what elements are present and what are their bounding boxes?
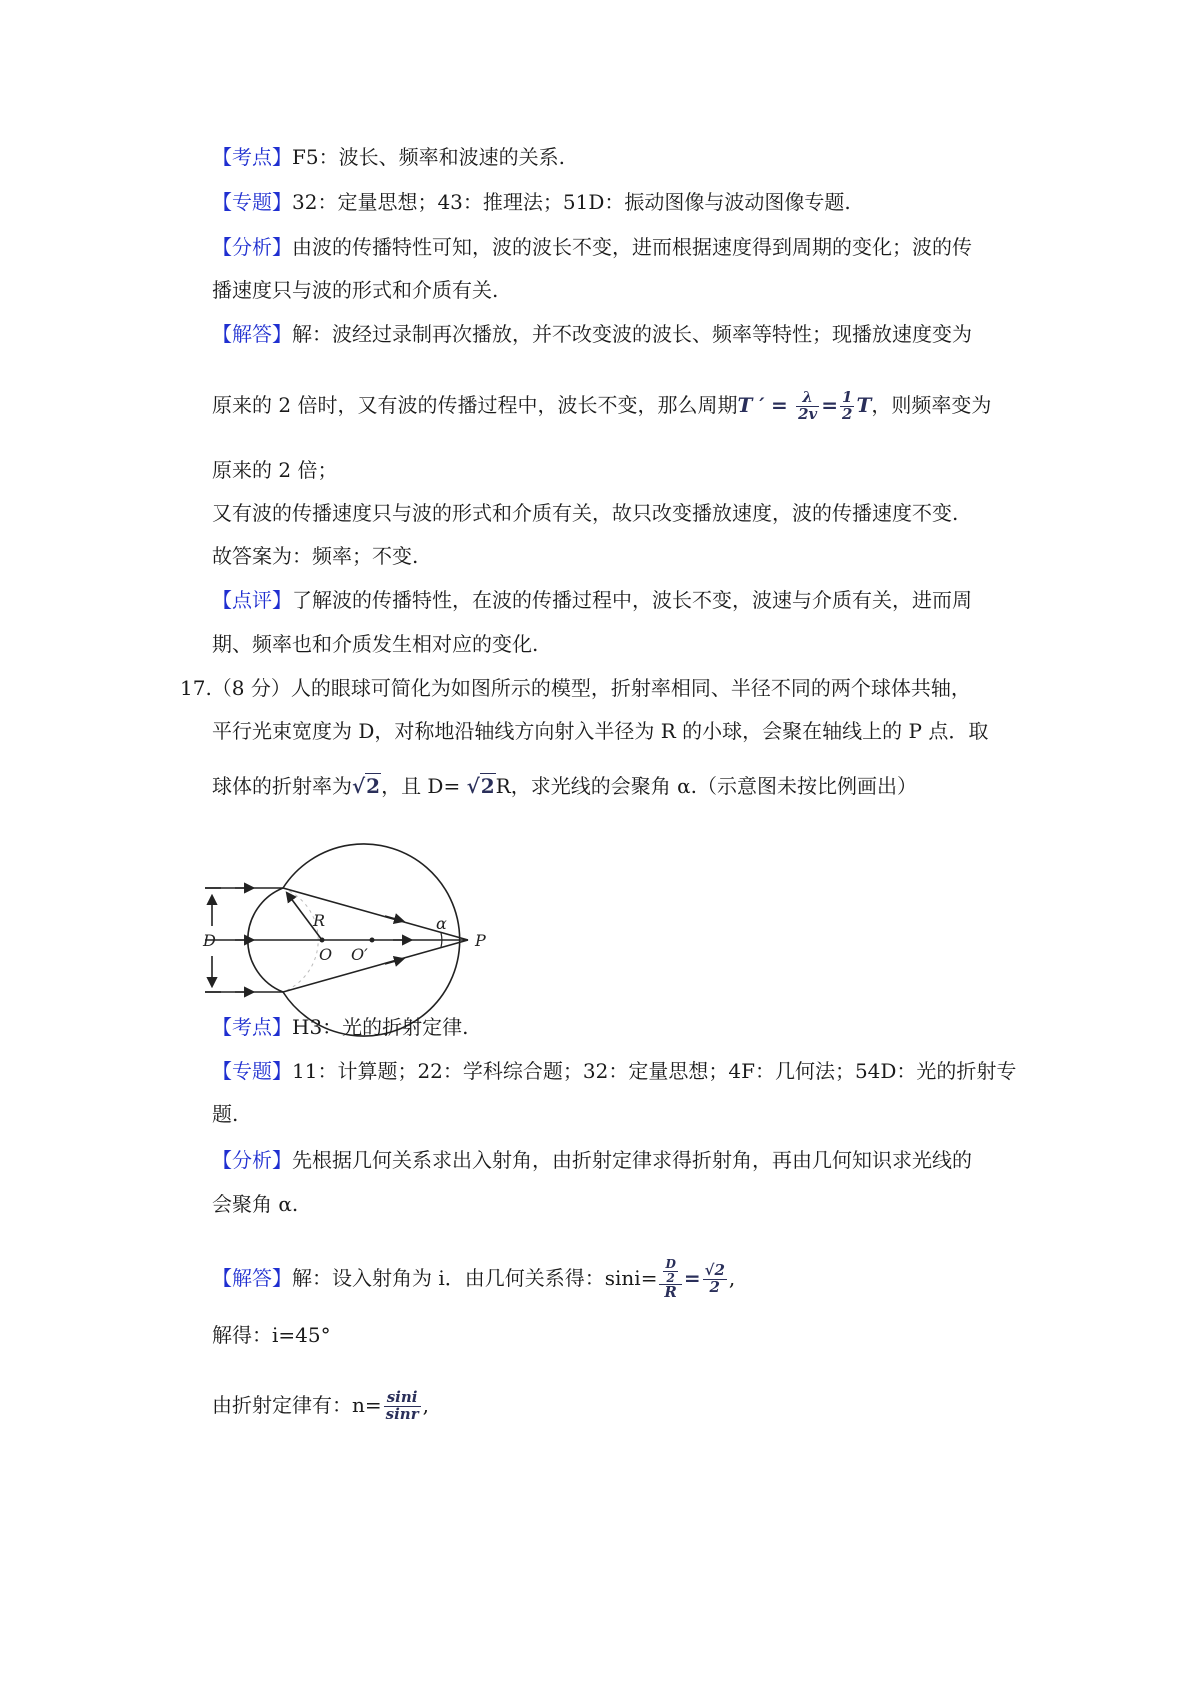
fenxi-text-2a: 先根据几何关系求出入射角，由折射定律求得折射角，再由几何知识求光线的 (292, 1148, 972, 1172)
jieda2-text-3a: 由折射定律有：n= (212, 1392, 382, 1417)
zhuanti-line-1 (212, 190, 851, 214)
kaodian-tag: 【考点】 (212, 145, 292, 169)
jieda2-line-3 (212, 1390, 429, 1423)
q17-text-3b: ，且 D= (381, 774, 461, 798)
sqrt-two-2: √2 (466, 774, 495, 798)
jieda-line-2 (212, 390, 991, 423)
q17-text-1: 17.（8 分）人的眼球可简化为如图所示的模型，折射率相同、半径不同的两个球体共轴， (180, 676, 971, 700)
fenxi-text-1: 由波的传播特性可知，波的波长不变，进而根据速度得到周期的变化；波的传 (292, 235, 972, 259)
equals-sign-3: = (683, 1265, 701, 1290)
zhuanti-line-2b (212, 1102, 238, 1126)
equals-sign: = (770, 392, 788, 417)
fraction-sqrt2-over-2: $\frac{√2}{2}$ (704, 1261, 725, 1296)
zhuanti-tag: 【专题】 (212, 190, 292, 214)
jieda2-text-2: 解得：i=45° (212, 1323, 331, 1347)
fenxi-tag-2: 【分析】 (212, 1148, 292, 1172)
jieda2-text-1a: 解：设入射角为 i．由几何关系得：sini= (292, 1265, 658, 1290)
kaodian-text-2: H3：光的折射定律. (292, 1015, 469, 1039)
jieda-tag-2: 【解答】 (212, 1265, 292, 1290)
fenxi-tag: 【分析】 (212, 235, 292, 259)
fraction-sini-sinr: $\frac{\sin i}{\sin r}$ (385, 1388, 419, 1423)
jieda-line-5 (212, 544, 418, 568)
label-P: P (475, 931, 486, 950)
q17-line-3 (212, 774, 917, 798)
zhuanti-text-2a: 11：计算题；22：学科综合题；32：定量思想；4F：几何法；54D：光的折射专 (292, 1059, 1017, 1083)
jieda-line-3 (212, 458, 337, 482)
jieda2-line-1 (212, 1258, 735, 1301)
jieda-text-3: 原来的 2 倍； (212, 458, 338, 482)
q17-text-2: 平行光束宽度为 D，对称地沿轴线方向射入半径为 R 的小球，会聚在轴线上的 P 点．取 (212, 719, 989, 743)
label-O2: O′ (351, 945, 368, 964)
jieda-text-2a: 原来的 2 倍时，又有波的传播过程中，波长不变，那么周期 (212, 392, 738, 417)
label-O: O (319, 945, 333, 964)
q17-text-3a: 球体的折射率为 (212, 774, 352, 798)
fenxi-line-2a (212, 1148, 972, 1172)
fraction-lambda-2v: $\frac{\lambda}{2v}$ (798, 388, 818, 423)
kaodian-line-1 (212, 145, 565, 169)
fraction-half: $\frac{1}{2}$ (842, 388, 853, 423)
period-T: T (737, 392, 753, 417)
jieda2-text-3b: , (422, 1392, 429, 1417)
kaodian-line-2 (212, 1015, 469, 1039)
zhuanti-text: 32：定量思想；43：推理法；51D：振动图像与波动图像专题. (292, 190, 851, 214)
fenxi-line-2b (212, 1192, 298, 1216)
jieda-line-4 (212, 501, 958, 525)
jieda-text-4: 又有波的传播速度只与波的形式和介质有关，故只改变播放速度，波的传播速度不变. (212, 501, 959, 525)
zhuanti-line-2a (212, 1059, 1016, 1083)
jieda-tag: 【解答】 (212, 322, 292, 346)
fenxi-text-2: 播速度只与波的形式和介质有关. (212, 278, 499, 302)
q17-line-1 (180, 676, 971, 700)
center-O2-dot (370, 938, 375, 943)
kaodian-tag-2: 【考点】 (212, 1015, 292, 1039)
label-alpha: α (436, 914, 447, 933)
label-D: D (203, 931, 216, 950)
jieda2-text-1b: , (728, 1265, 736, 1290)
period-T-2: T (856, 392, 872, 417)
dianping-text-1: 了解波的传播特性，在波的传播过程中，波长不变，波速与介质有关，进而周 (292, 588, 972, 612)
dianping-line-2 (212, 632, 538, 656)
fraction-D2-over-R: $\frac{\frac{D}{2}}{R}$ (659, 1258, 681, 1301)
dianping-text-2: 期、频率也和介质发生相对应的变化. (212, 632, 539, 656)
fenxi-line-1 (212, 235, 972, 259)
fenxi-line-2 (212, 278, 498, 302)
jieda-text-5: 故答案为：频率；不变. (212, 544, 419, 568)
kaodian-text: F5：波长、频率和波速的关系. (292, 145, 565, 169)
q17-text-3c: R，求光线的会聚角 α.（示意图未按比例画出） (495, 774, 917, 798)
dianping-tag: 【点评】 (212, 588, 292, 612)
zhuanti-text-2b: 题. (212, 1102, 239, 1126)
dianping-line-1 (212, 588, 972, 612)
equals-sign-2: = (821, 392, 838, 417)
jieda-line-1 (212, 322, 972, 346)
jieda-text-2b: ，则频率变为 (871, 392, 992, 417)
sqrt-two: √2 (352, 774, 381, 798)
q17-line-2 (212, 719, 988, 743)
fenxi-text-2b: 会聚角 α. (212, 1192, 299, 1216)
center-O-dot (320, 938, 325, 943)
label-R: R (313, 911, 326, 930)
jieda2-line-2 (212, 1323, 331, 1347)
prime-mark: ′ (752, 392, 765, 417)
zhuanti-tag-2: 【专题】 (212, 1059, 292, 1083)
jieda-text-1: 解：波经过录制再次播放，并不改变波的波长、频率等特性；现播放速度变为 (292, 322, 972, 346)
